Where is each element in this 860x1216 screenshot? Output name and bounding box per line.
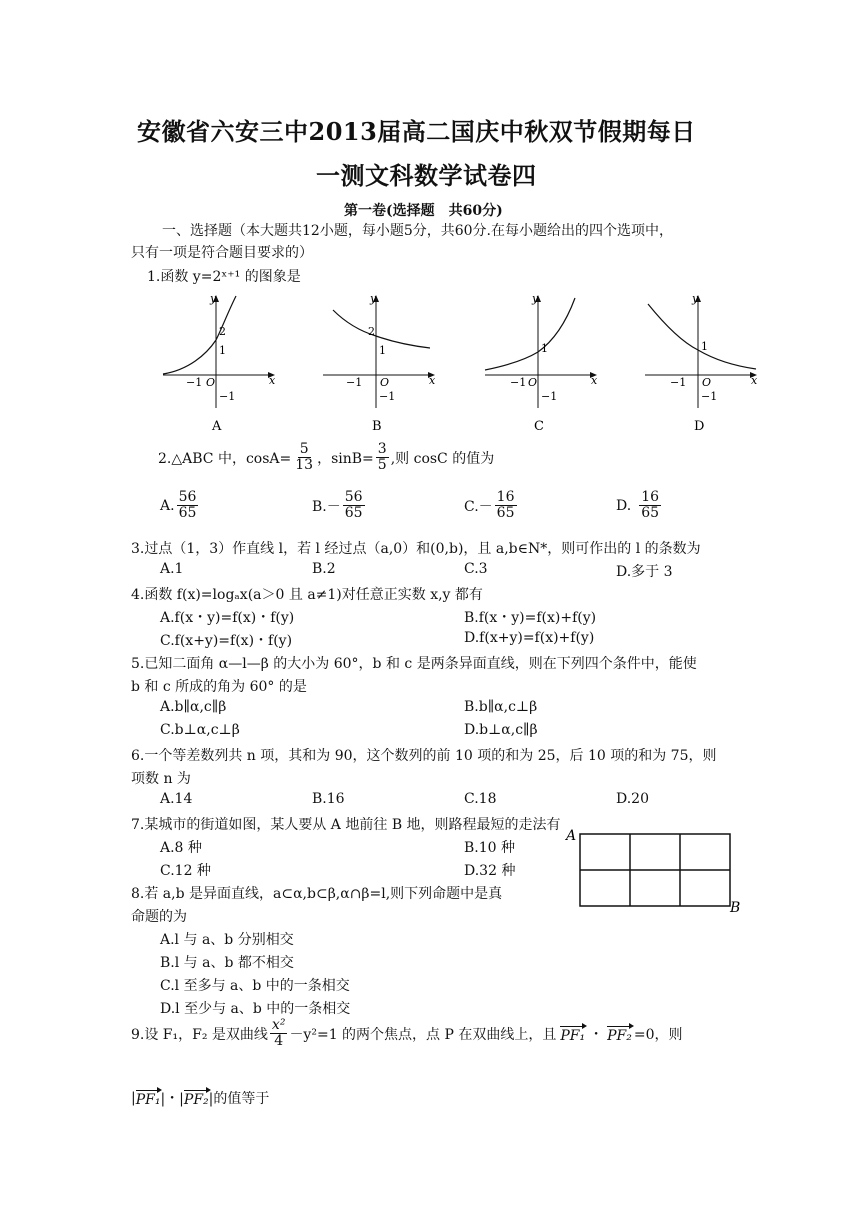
q8-option-d: D.l 至少与 a、b 中的一条相交: [160, 1001, 351, 1017]
q5-option-b: B.b∥α,c⊥β: [464, 699, 538, 715]
graph-a-tick-neg1: −1: [219, 390, 236, 403]
q6-option-d: D.20: [616, 791, 649, 807]
q2-optB-prefix: B.－: [312, 498, 341, 515]
graph-d-tick-1: 1: [701, 340, 708, 353]
graph-c-tick-1: 1: [541, 342, 548, 355]
q9-line2-end: |的值等于: [208, 1091, 270, 1107]
graph-b-tick-neg1: −1: [379, 390, 396, 403]
graph-d-tick-neg1: −1: [701, 390, 718, 403]
graph-b-label: B: [372, 419, 382, 434]
q4-option-c: C.f(x+y)=f(x)・f(y): [160, 633, 293, 649]
q2-frac1-den: 13: [295, 457, 314, 474]
graph-d-origin: O: [702, 376, 712, 389]
q9-tail: =0，则: [633, 1026, 683, 1043]
q3-option-a: A.1: [160, 561, 184, 577]
q9-frac: [270, 1018, 288, 1050]
q3-option-d: D.多于 3: [616, 564, 673, 580]
q2-frac-sinB: [376, 442, 389, 474]
q9-line2-mid: |・|: [160, 1091, 184, 1107]
graph-c-tick-x: −1: [510, 376, 527, 389]
q2-optA-prefix: A.: [160, 497, 175, 514]
q2-optA-num: 56: [178, 489, 197, 505]
q8-option-a: A.l 与 a、b 分别相交: [160, 932, 294, 948]
q2-mid: ，sinB=: [317, 450, 374, 467]
graph-b: [318, 290, 443, 435]
q7-option-c: C.12 种: [160, 863, 211, 879]
graph-d-label: D: [694, 419, 705, 434]
q7-stem: 7.某城市的街道如图，某人要从 A 地前往 B 地，则路程最短的走法有: [131, 817, 561, 833]
q2-optC-frac: [495, 490, 517, 522]
q6-stem-line-2: 项数 n 为: [131, 771, 191, 787]
q4-option-a: A.f(x・y)=f(x)・f(y): [160, 610, 295, 626]
q2-optC-prefix: C.－: [464, 498, 493, 515]
q2-prefix: 2.△ABC 中，cosA=: [158, 450, 292, 467]
q6-option-c: C.18: [464, 791, 497, 807]
q2-optB-den: 65: [344, 505, 363, 522]
q2-option-b: [312, 490, 367, 522]
graph-a-label: A: [212, 419, 222, 434]
graph-d-tick-x: −1: [670, 376, 687, 389]
q6-stem-line-1: 6.一个等差数列共 n 项，其和为 90，这个数列的前 10 项的和为 25，后 10 项的和为 75，则: [131, 748, 717, 764]
q5-option-c: C.b⊥α,c⊥β: [160, 722, 240, 738]
q9-line2-pre: |: [131, 1090, 136, 1106]
q2-option-d: [616, 490, 663, 522]
grid-label-b: B: [730, 900, 741, 916]
graph-a-x-label: x: [269, 374, 276, 387]
q3-option-b: B.2: [312, 561, 336, 577]
graph-a-tick-1: 1: [219, 344, 226, 357]
q2-optC-den: 65: [496, 505, 515, 522]
graph-c-y-label: y: [532, 292, 539, 305]
q9-stem: [131, 1018, 683, 1050]
q2-frac1-num: 5: [299, 441, 309, 457]
q9-frac-num: x²: [271, 1017, 286, 1033]
q2-frac2-den: 5: [377, 457, 387, 474]
q2-optC-num: 16: [496, 489, 515, 505]
graph-c-origin: O: [528, 376, 538, 389]
q9-line2-vector-pf2: PF₂: [184, 1088, 209, 1108]
grid-label-a: A: [566, 828, 577, 844]
street-grid: [562, 822, 752, 922]
q2-option-c: [464, 490, 519, 522]
graph-a: [158, 290, 283, 435]
q7-option-d: D.32 种: [464, 863, 516, 879]
q9-prefix: 9.设 F₁，F₂ 是双曲线: [131, 1026, 268, 1043]
q4-option-b: B.f(x・y)=f(x)+f(y): [464, 610, 597, 626]
q2-frac2-num: 3: [377, 441, 387, 457]
title-line-2: 一测文科数学试卷四: [316, 161, 537, 190]
q9-frac-den: 4: [274, 1033, 284, 1050]
graph-a-tick-x: −1: [186, 376, 203, 389]
q2-optD-prefix: D.: [616, 497, 632, 514]
q5-stem-line-1: 5.已知二面角 α—l—β 的大小为 60°，b 和 c 是两条异面直线，则在下列四个条件中，能使: [131, 656, 697, 672]
graph-a-y-label: y: [210, 292, 217, 305]
title-line-1: 安徽省六安三中2013届高二国庆中秋双节假期每日: [137, 117, 696, 146]
q2-stem: [158, 442, 494, 474]
graph-b-y-label: y: [370, 292, 377, 305]
q2-optA-frac: [177, 490, 199, 522]
graph-c-tick-neg1: −1: [541, 390, 558, 403]
q6-option-a: A.14: [160, 791, 193, 807]
graph-c-x-label: x: [591, 374, 598, 387]
q5-option-a: A.b∥α,c∥β: [160, 699, 227, 715]
q1-stem: 1.函数 y=2ˣ⁺¹ 的图象是: [147, 269, 301, 285]
graph-c-label: C: [534, 419, 544, 434]
q7-option-b: B.10 种: [464, 840, 516, 856]
q2-optD-frac: [639, 490, 661, 522]
q5-option-d: D.b⊥α,c∥β: [464, 722, 538, 738]
q9-dot: ・: [589, 1026, 604, 1043]
q2-optD-num: 16: [641, 489, 660, 505]
q7-option-a: A.8 种: [160, 840, 202, 856]
q2-suffix: ,则 cosC 的值为: [390, 450, 495, 467]
q2-option-a: [160, 490, 200, 522]
q4-stem: 4.函数 f(x)=logₐx(a＞0 且 a≠1)对任意正实数 x,y 都有: [131, 587, 483, 603]
q9-vector-pf2: PF₂: [607, 1024, 632, 1044]
graph-b-origin: O: [380, 376, 390, 389]
graph-a-tick-2: 2: [219, 325, 226, 338]
q9-line2-vector-pf1: PF₁: [136, 1088, 161, 1108]
graph-d: [640, 290, 765, 435]
graph-b-tick-2: 2: [368, 325, 375, 338]
graph-d-y-label: y: [692, 292, 699, 305]
q2-optA-den: 65: [178, 505, 197, 522]
q2-optD-den: 65: [641, 505, 660, 522]
q8-stem-line-2: 命题的为: [131, 909, 187, 925]
graph-b-tick-1: 1: [379, 344, 386, 357]
q9-vector-pf1: PF₁: [560, 1024, 585, 1044]
q2-optB-num: 56: [344, 489, 363, 505]
intro-line-2: 只有一项是符合题目要求的）: [131, 245, 313, 261]
q5-stem-line-2: b 和 c 所成的角为 60° 的是: [131, 679, 307, 695]
q2-optB-frac: [343, 490, 365, 522]
graph-d-x-label: x: [751, 374, 758, 387]
graph-c: [480, 290, 605, 435]
q6-option-b: B.16: [312, 791, 345, 807]
q8-stem-line-1: 8.若 a,b 是异面直线，a⊂α,b⊂β,α∩β=l,则下列命题中是真: [131, 886, 503, 902]
q8-option-b: B.l 与 a、b 都不相交: [160, 955, 294, 971]
q3-option-c: C.3: [464, 561, 488, 577]
q9-line-2: [131, 1088, 269, 1108]
intro-line-1: 一、选择题（本大题共12小题，每小题5分，共60分.在每小题给出的四个选项中，: [162, 223, 673, 239]
q9-mid: －y²=1 的两个焦点，点 P 在双曲线上，且: [289, 1026, 557, 1043]
graph-b-tick-x: −1: [346, 376, 363, 389]
graph-b-x-label: x: [429, 374, 436, 387]
section-heading: 第一卷(选择题 共60分): [344, 203, 503, 219]
graph-a-origin: O: [206, 376, 216, 389]
q4-option-d: D.f(x+y)=f(x)+f(y): [464, 630, 595, 646]
q3-stem: 3.过点（1，3）作直线 l，若 l 经过点（a,0）和(0,b)，且 a,b∈N*，则可作出的 l 的条数为: [131, 541, 701, 557]
q2-frac-cosA: [293, 442, 315, 474]
q8-option-c: C.l 至多与 a、b 中的一条相交: [160, 978, 350, 994]
